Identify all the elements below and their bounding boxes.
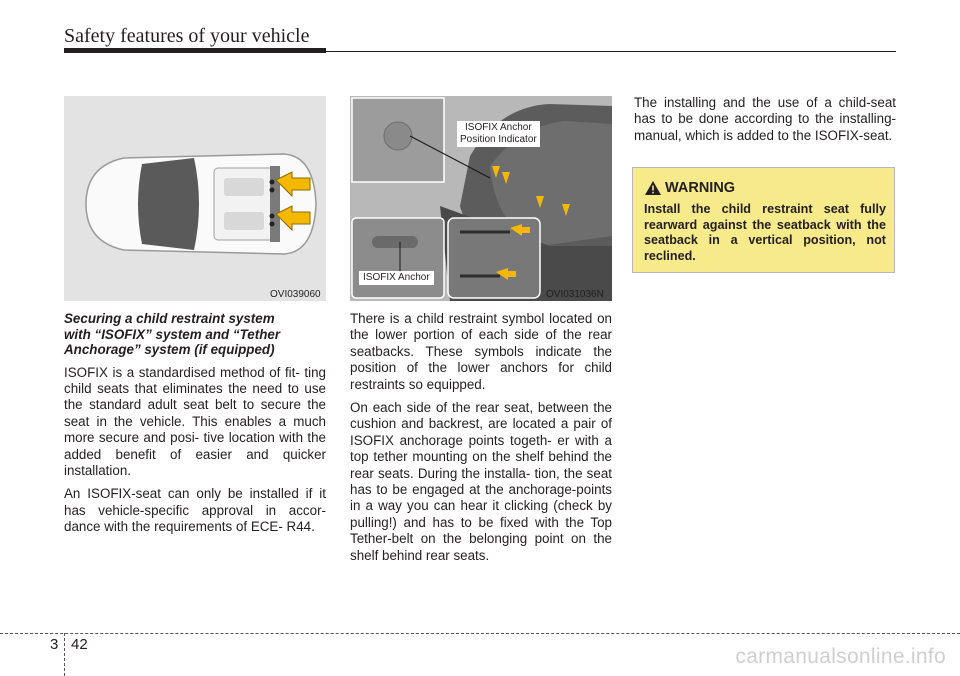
isofix-indicator-label-line1: ISOFIX Anchor <box>465 122 532 133</box>
header-title: Safety features of your vehicle <box>64 25 310 47</box>
section-heading-line3: Anchorage” system (if equipped) <box>64 342 275 357</box>
warning-triangle-icon <box>644 180 662 196</box>
figure-code-left: OVI039060 <box>270 289 321 300</box>
section-heading-line1: Securing a child restraint system <box>64 311 275 326</box>
paragraph-installing-manual: The installing and the use of a child-seat has to be done according to the installing-manual, which is added to the ISOFIX-seat. <box>634 95 896 143</box>
isofix-indicator-label-line2: Position Indicator <box>460 134 537 145</box>
car-top-view-illustration <box>64 96 326 301</box>
figure-code-right: OVI031036N <box>546 289 604 300</box>
isofix-anchor-label: ISOFIX Anchor <box>359 271 434 285</box>
footer-divider <box>64 633 65 676</box>
footer-rule <box>0 633 960 634</box>
warning-box <box>632 167 895 273</box>
isofix-indicator-label <box>457 121 540 147</box>
paragraph-anchorage-points: On each side of the rear seat, between the cushion and backrest, are located a pair of ISOFIX anchorage points togeth- er with a top tether mounting on the shelf behind the rear seats. During the installa- tion, the seat has to be engaged at the anchorage-points in a way you can hear it clicking (check by pulling!) and has to be fixed with the Top Tether-belt on the belonging point on the shelf behind rear seats. <box>350 400 612 563</box>
watermark: carmanualsonline.info <box>735 645 946 668</box>
section-number: 3 <box>50 636 59 653</box>
column-3 <box>634 95 896 151</box>
header-rule-thick <box>64 48 326 53</box>
paragraph-isofix-intro: ISOFIX is a standardised method of fit- ting child seats that eliminates the need to use the standard adult seat belt to secure the seat in the vehicle. This enables a much more secure and posi- tive location with the added benefit of easier and quicker installation. <box>64 364 326 478</box>
paragraph-symbol-location: There is a child restraint symbol located on the lower portion of each side of the rear seatbacks. These symbols indicate the position of the lower anchors for child restraints so equipped. <box>350 311 612 392</box>
page-number: 42 <box>71 636 88 653</box>
column-2 <box>350 311 612 571</box>
column-1 <box>64 311 326 543</box>
section-heading-line2: with “ISOFIX” system and “Tether <box>64 326 281 342</box>
warning-text: Install the child restraint seat fully rearward against the seatback with the seatback in a vertical position, not reclined. <box>644 202 886 263</box>
paragraph-isofix-approval: An ISOFIX-seat can only be installed if it has vehicle-specific approval in accor- dance with the requirements of ECE- R44. <box>64 486 326 535</box>
warning-title: WARNING <box>665 180 736 196</box>
section-heading <box>64 311 326 358</box>
car-top-view-figure <box>64 96 326 301</box>
header-rule-thin <box>326 51 896 52</box>
